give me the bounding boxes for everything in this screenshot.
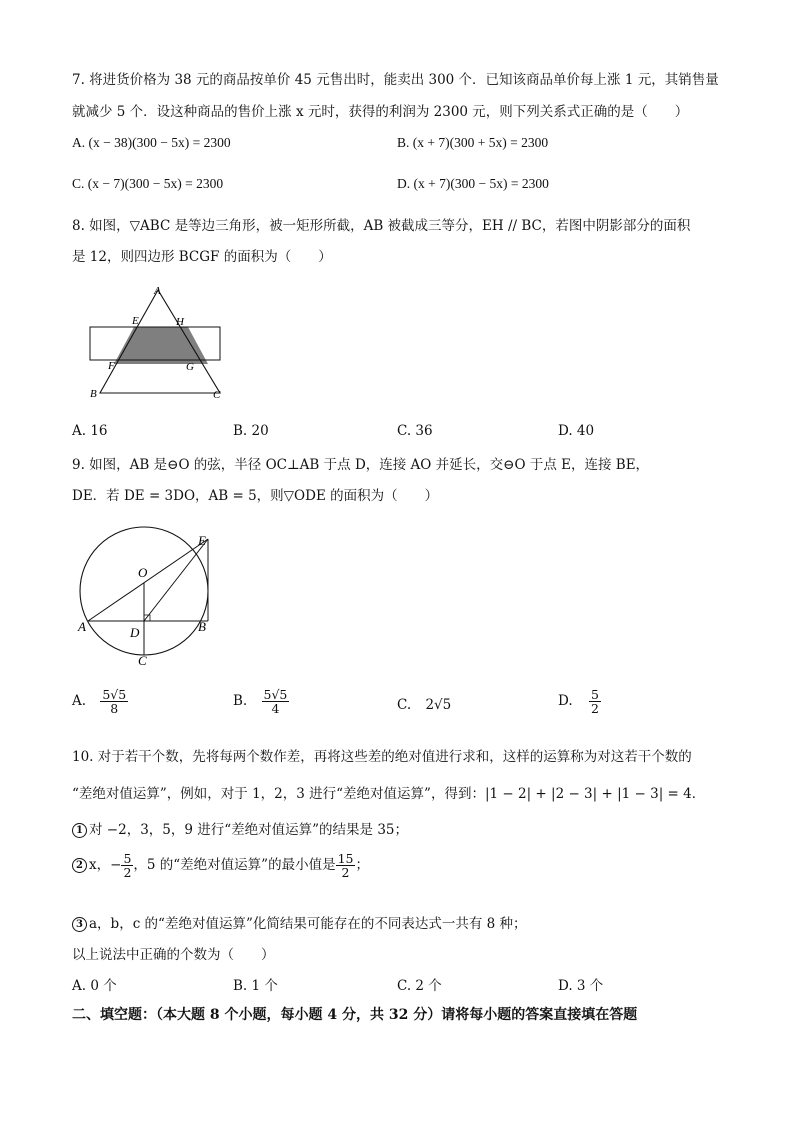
- q10-fraction-1-denominator: 2: [123, 865, 132, 881]
- q9-option-b[interactable]: [233, 688, 289, 715]
- q10-statement-2-middle: ，5 的“差绝对值运算”的最小值是: [133, 857, 336, 874]
- q9-option-b-denominator: 4: [271, 701, 280, 717]
- q9-option-a-denominator: 8: [110, 701, 119, 717]
- q9-option-d-prefix: D.: [558, 693, 573, 710]
- q8-label-A: A: [154, 285, 161, 297]
- q9-option-d-fraction: [589, 688, 601, 715]
- q8-label-H: H: [176, 316, 184, 328]
- q8-option-d[interactable]: D. 40: [558, 423, 595, 439]
- q7-line1: 7. 将进货价格为 38 元的商品按单价 45 元售出时，能卖出 300 个．已知该商品单价每上涨 1 元，其销售量: [72, 72, 719, 88]
- q9-line2: DE．若 DE = 3DO，AB = 5，则▽ODE 的面积为（ ）: [72, 488, 439, 504]
- q7-option-b[interactable]: B. (x + 7)(300 + 5x) = 2300: [397, 135, 549, 150]
- q8-label-F: F: [108, 360, 115, 372]
- q9-label-C: C: [138, 653, 147, 668]
- q8-line1: 8. 如图，▽ABC 是等边三角形，被一矩形所截，AB 被截成三等分，EH // BC，若图中阴影部分的面积: [72, 218, 691, 234]
- q10-statement-2-end: ；: [355, 857, 369, 874]
- q10-fraction-2-denominator: 2: [341, 865, 350, 881]
- q7-line2: 就减少 5 个．设这种商品的售价上涨 x 元时，获得的利润为 2300 元，则下列关系式正确的是（ ）: [72, 104, 689, 120]
- q9-option-c-prefix: C.: [397, 697, 412, 713]
- q9-option-d[interactable]: [558, 688, 601, 715]
- q9-line-AE: [88, 539, 208, 621]
- q8-line2: 是 12，则四边形 BCGF 的面积为（ ）: [72, 249, 332, 265]
- q8-option-c[interactable]: C. 36: [397, 423, 433, 439]
- q8-label-B: B: [90, 388, 97, 400]
- q9-line1: 9. 如图，AB 是⊖O 的弦，半径 OC⊥AB 于点 D，连接 AO 并延长，交⊖O 于点 E，连接 BE，: [72, 457, 650, 473]
- q10-statement-2-fraction-2: [336, 852, 356, 879]
- q7-option-d[interactable]: D. (x + 7)(300 − 5x) = 2300: [397, 176, 549, 191]
- q8-label-E: E: [132, 315, 139, 327]
- q7-option-a[interactable]: A. (x − 38)(300 − 5x) = 2300: [72, 135, 231, 150]
- q10-statement-3-text: a，b，c 的“差绝对值运算”化简结果可能存在的不同表达式一共有 8 种；: [89, 916, 527, 932]
- q10-option-a[interactable]: A. 0 个: [72, 978, 117, 994]
- q10-fraction-2-numerator: 15: [337, 851, 354, 866]
- q10-statement-2: [72, 852, 369, 879]
- q9-circle-figure: [70, 525, 220, 670]
- q8-shaded-region: [114, 327, 208, 364]
- q8-triangle-figure: [80, 280, 230, 405]
- q9-option-c-value: 2√5: [425, 697, 452, 713]
- q10-question-end: 以上说法中正确的个数为（ ）: [72, 947, 275, 963]
- q9-option-a[interactable]: [72, 688, 128, 715]
- q9-option-d-numerator: 5: [590, 687, 599, 702]
- q8-label-C: C: [213, 389, 221, 401]
- q9-label-D: D: [130, 625, 140, 640]
- q10-statement-2-fraction-1: [121, 852, 133, 879]
- q9-label-O: O: [138, 565, 148, 580]
- q9-option-d-denominator: 2: [590, 701, 599, 717]
- q8-label-G: G: [186, 361, 194, 373]
- circled-number-1-icon: 1: [72, 823, 87, 838]
- q9-label-B: B: [198, 619, 206, 634]
- q10-fraction-1-numerator: 5: [123, 851, 132, 866]
- q9-label-E: E: [198, 533, 206, 548]
- q10-statement-1: [72, 818, 408, 838]
- q9-line-DE: [144, 539, 208, 621]
- section-2-heading: 二、填空题：（本大题 8 个小题，每小题 4 分，共 32 分）请将每小题的答案直接填在答题: [72, 1007, 638, 1023]
- q9-option-b-prefix: B.: [233, 693, 248, 710]
- q9-option-a-numerator: 5√5: [102, 687, 127, 702]
- q10-statement-1-text: 对 −2，3，5，9 进行“差绝对值运算”的结果是 35；: [89, 822, 409, 838]
- q10-statement-2-prefix: x，−: [89, 857, 122, 874]
- circled-number-3-icon: 3: [72, 917, 87, 932]
- q10-option-b[interactable]: B. 1 个: [233, 978, 278, 994]
- q9-option-a-prefix: A.: [72, 693, 87, 710]
- q7-option-c[interactable]: C. (x − 7)(300 − 5x) = 2300: [72, 176, 224, 191]
- q8-option-a[interactable]: A. 16: [72, 423, 108, 439]
- circled-number-2-icon: 2: [72, 858, 87, 873]
- q10-line2: “差绝对值运算”，例如，对于 1，2，3 进行“差绝对值运算”，得到：|1 − 2| + |2 − 3| + |1 − 3| = 4．: [72, 786, 706, 802]
- q10-statement-3: [72, 912, 527, 932]
- q9-option-b-numerator: 5√5: [263, 687, 288, 702]
- q9-option-c[interactable]: [397, 697, 451, 713]
- q8-option-b[interactable]: B. 20: [233, 423, 269, 439]
- q10-option-c[interactable]: C. 2 个: [397, 978, 442, 994]
- q9-label-A: A: [78, 619, 86, 634]
- q9-option-b-fraction: [262, 688, 290, 715]
- q10-line1: 10. 对于若干个数，先将每两个数作差，再将这些差的绝对值进行求和，这样的运算称为对这若干个数的: [72, 749, 692, 765]
- q9-option-a-fraction: [100, 688, 128, 715]
- q10-option-d[interactable]: D. 3 个: [558, 978, 604, 994]
